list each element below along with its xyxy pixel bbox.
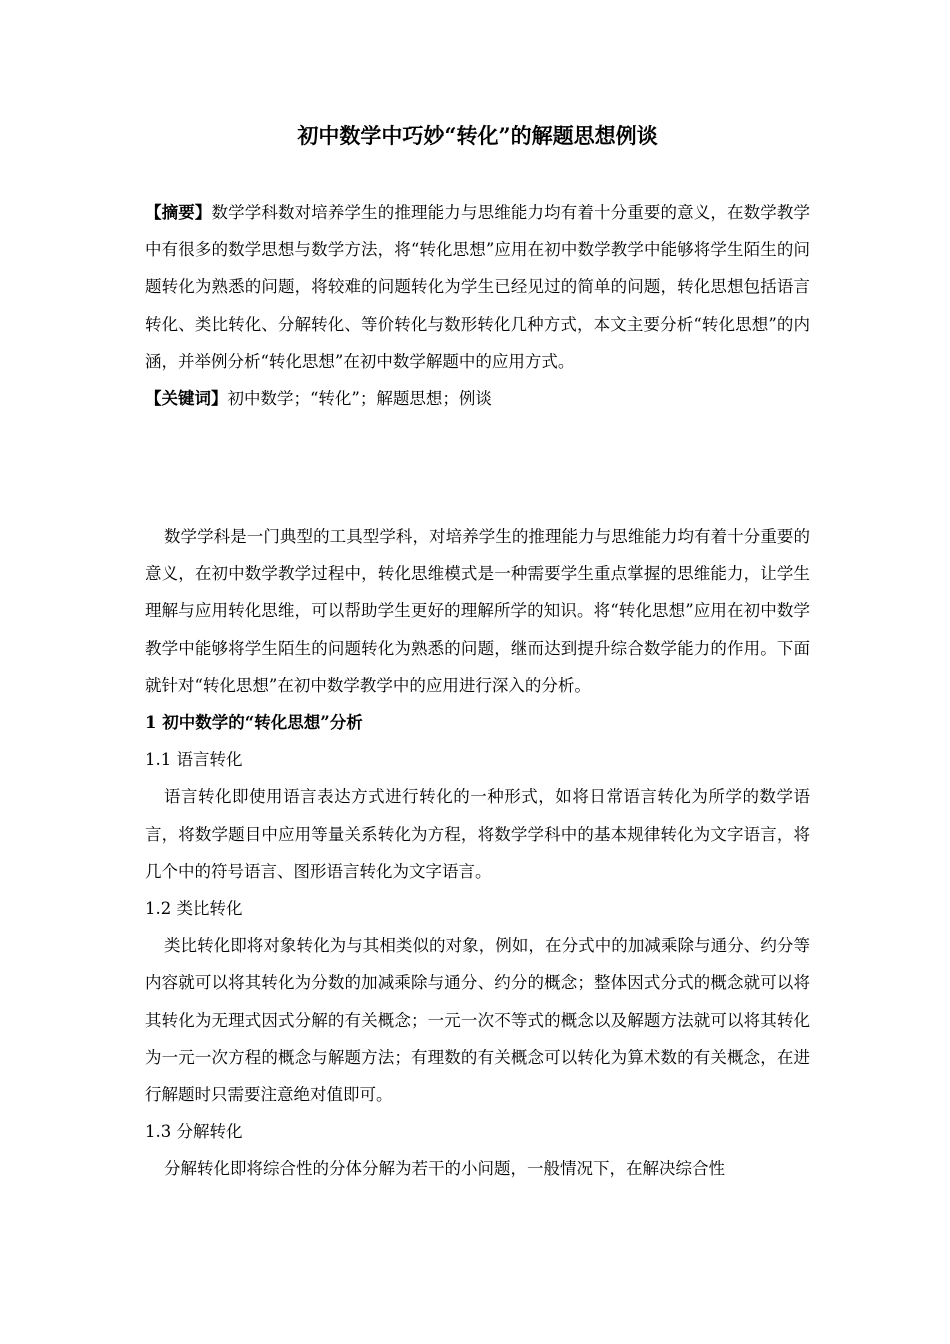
keywords-text: 初中数学；“转化”；解题思想；例谈 xyxy=(227,389,492,409)
subsection2-paragraph: 类比转化即将对象转化为与其相类似的对象，例如，在分式中的加减乘除与通分、约分等内容就可以将其转化为分数的加减乘除与通分、约分的概念；整体因式分式的概念就可以将其转化为无理式因式分解的有关概念；一元一次不等式的概念以及解题方法就可以将其转化为一元一次方程的概念与解题方法；有理数的有关概念可以转化为算术数的有关概念，在进行解题时只需要注意绝对值即可。 xyxy=(145,936,810,1105)
subsection3-paragraph: 分解转化即将综合性的分体分解为若干的小问题，一般情况下，在解决综合性 xyxy=(163,1159,725,1179)
document-title: 初中数学中巧妙“转化”的解题思想例谈 xyxy=(297,123,658,148)
subsection2-heading: 1.2 类比转化 xyxy=(145,899,243,919)
subsection1-heading: 1.1 语言转化 xyxy=(145,750,243,770)
abstract-section xyxy=(145,194,810,417)
abstract-text: 数学学科数对培养学生的推理能力与思维能力均有着十分重要的意义，在数学教学中有很多的数学思想与数学方法，将“转化思想”应用在初中数学教学中能够将学生陌生的问题转化为熟悉的问题，将较难的问题转化为学生已经见过的简单的问题，转化思想包括语言转化、类比转化、分解转化、等价转化与数形转化几种方式，本文主要分析“转化思想”的内涵，并举例分析“转化思想”在初中数学解题中的应用方式。 xyxy=(145,203,811,371)
keywords-label: 【关键词】 xyxy=(145,389,228,409)
section1-heading: 1 初中数学的“转化思想”分析 xyxy=(145,713,363,733)
intro-paragraph: 数学学科是一门典型的工具型学科，对培养学生的推理能力与思维能力均有着十分重要的意义，在初中数学教学过程中，转化思维模式是一种需要学生重点掌握的思维能力，让学生理解与应用转化思维，可以帮助学生更好的理解所学的知识。将“转化思想”应用在初中数学教学中能够将学生陌生的问题转化为熟悉的问题，继而达到提升综合数学能力的作用。下面就针对“转化思想”在初中数学教学中的应用进行深入的分析。 xyxy=(145,527,810,695)
subsection3-heading: 1.3 分解转化 xyxy=(145,1122,243,1142)
abstract-label: 【摘要】 xyxy=(145,203,212,222)
body-section xyxy=(145,518,810,1188)
keywords-paragraph xyxy=(145,380,810,417)
subsection1-paragraph: 语言转化即使用语言表达方式进行转化的一种形式，如将日常语言转化为所学的数学语言，将数学题目中应用等量关系转化为方程，将数学学科中的基本规律转化为文字语言，将几个中的符号语言、图形语言转化为文字语言。 xyxy=(145,787,810,881)
abstract-paragraph xyxy=(145,194,810,380)
